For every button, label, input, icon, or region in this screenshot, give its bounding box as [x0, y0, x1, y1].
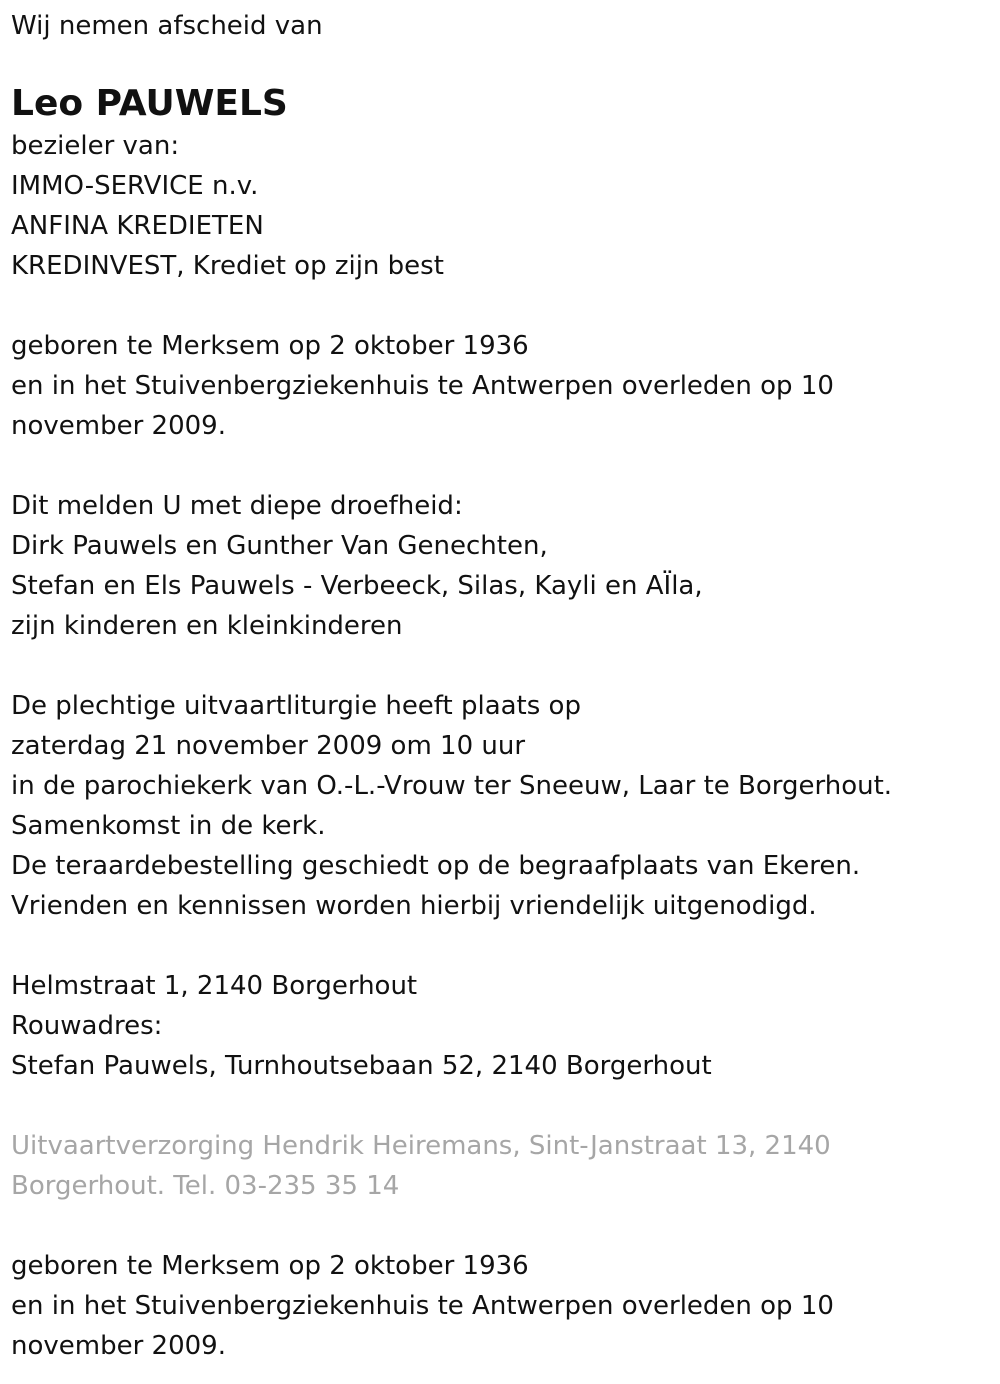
birth-repeat-line: geboren te Merksem op 2 oktober 1936 [11, 1251, 529, 1281]
ceremony-line: in de parochiekerk van O.-L.-Vrouw ter Sneeuw, Laar te Borgerhout. [11, 771, 893, 801]
birth-line: en in het Stuivenbergziekenhuis te Antwerpen overleden op 10 [11, 371, 834, 401]
role-line: ANFINA KREDIETEN [11, 211, 264, 241]
roles-block [11, 126, 1000, 286]
announcement-line: Dirk Pauwels en Gunther Van Genechten, [11, 531, 548, 561]
funeral-home-block [11, 1126, 1000, 1206]
role-line: IMMO-SERVICE n.v. [11, 171, 259, 201]
announcement-line: Stefan en Els Pauwels - Verbeeck, Silas, Kayli en AÏla, [11, 571, 703, 601]
intro-text: Wij nemen afscheid van [11, 11, 323, 41]
spacer [11, 1086, 1000, 1126]
role-line: KREDINVEST, Krediet op zijn best [11, 251, 444, 281]
spacer [11, 926, 1000, 966]
birth-line: geboren te Merksem op 2 oktober 1936 [11, 331, 529, 361]
ceremony-line: De teraardebestelling geschiedt op de begraafplaats van Ekeren. [11, 851, 861, 881]
spacer [11, 446, 1000, 486]
role-line: bezieler van: [11, 131, 180, 161]
deceased-name: Leo PAUWELS [11, 83, 288, 124]
birth-block [11, 326, 1000, 446]
address-line: Rouwadres: [11, 1011, 163, 1041]
spacer [11, 646, 1000, 686]
ceremony-line: Vrienden en kennissen worden hierbij vriendelijk uitgenodigd. [11, 891, 817, 921]
birth-repeat-block [11, 1246, 1000, 1366]
ceremony-block [11, 686, 1000, 926]
funeral-home-line: Uitvaartverzorging Hendrik Heiremans, Sint-Janstraat 13, 2140 [11, 1131, 831, 1161]
ceremony-line: De plechtige uitvaartliturgie heeft plaats op [11, 691, 581, 721]
address-line: Stefan Pauwels, Turnhoutsebaan 52, 2140 Borgerhout [11, 1051, 712, 1081]
announcement-line: Dit melden U met diepe droefheid: [11, 491, 463, 521]
address-line: Helmstraat 1, 2140 Borgerhout [11, 971, 418, 1001]
spacer [11, 1206, 1000, 1246]
announcement-line: zijn kinderen en kleinkinderen [11, 611, 403, 641]
birth-repeat-line: november 2009. [11, 1331, 226, 1361]
spacer [11, 286, 1000, 326]
birth-repeat-line: en in het Stuivenbergziekenhuis te Antwerpen overleden op 10 [11, 1291, 834, 1321]
ceremony-line: Samenkomst in de kerk. [11, 811, 326, 841]
announcement-block [11, 486, 1000, 646]
ceremony-line: zaterdag 21 november 2009 om 10 uur [11, 731, 526, 761]
birth-line: november 2009. [11, 411, 226, 441]
funeral-home-line: Borgerhout. Tel. 03-235 35 14 [11, 1171, 400, 1201]
address-block [11, 966, 1000, 1086]
